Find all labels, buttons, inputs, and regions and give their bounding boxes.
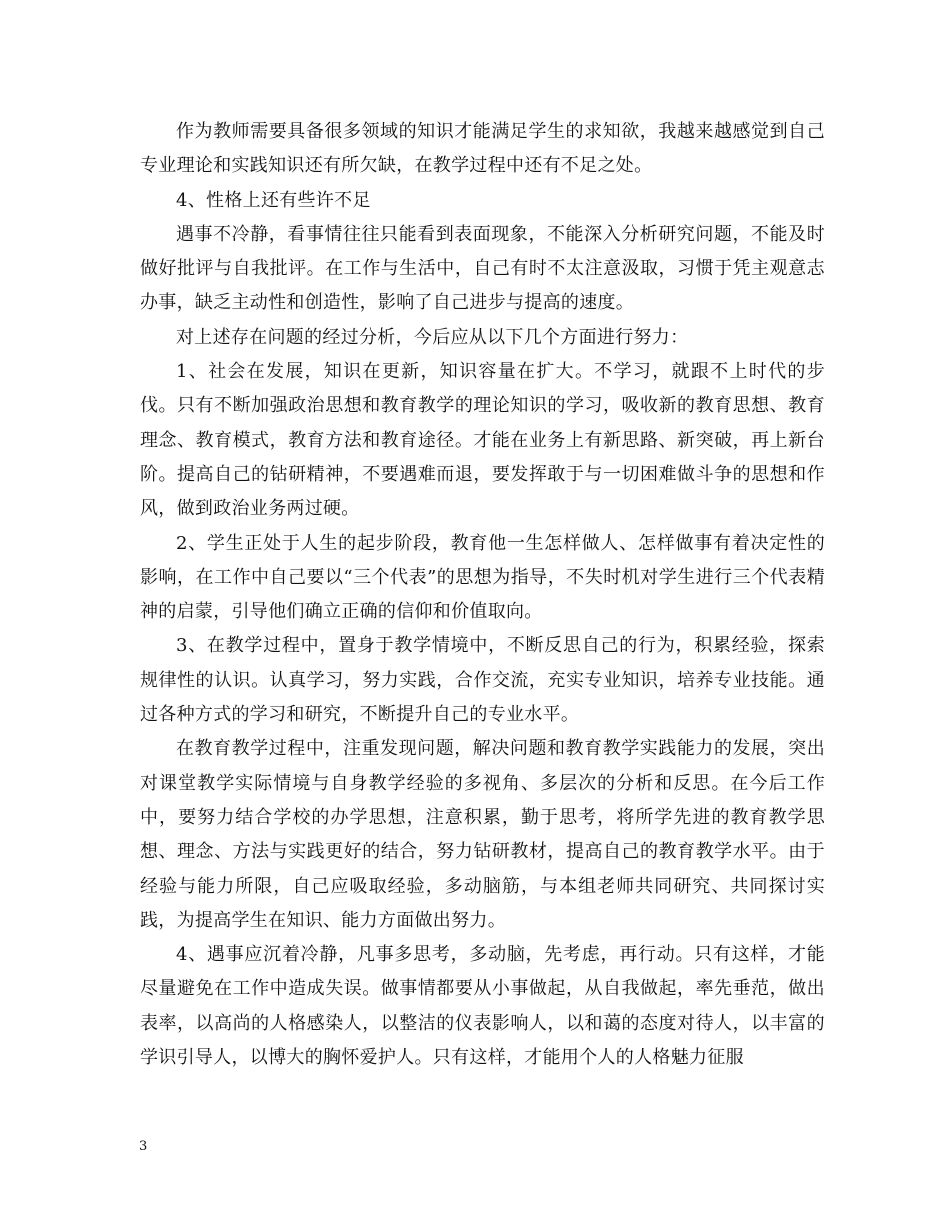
paragraph-teaching-practice: 在教育教学过程中，注重发现问题，解决问题和教育教学实践能力的发展，突出对课堂教学实际情境与自身教学经验的多视角、多层次的分析和反思。在今后工作中，要努力结合学校的办学思想，注意积累，勤于思考，将所学先进的教育教学思想、理念、方法与实践更好的结合，努力钻研教材，提高自己的教育教学水平。由于经验与能力所限，自己应吸取经验，多动脑筋，与本组老师共同研究、共同探讨实践，为提高学生在知识、能力方面做出努力。 bbox=[140, 738, 825, 931]
paragraph-personality-detail: 遇事不冷静，看事情往往只能看到表面现象，不能深入分析研究问题，不能及时做好批评与自我批评。在工作与生活中，自己有时不太注意汲取，习惯于凭主观意志办事，缺乏主动性和创造性，影响了自己进步与提高的速度。 bbox=[140, 223, 825, 314]
paragraph-improvement-3: 3、在教学过程中，置身于教学情境中，不断反思自己的行为，积累经验，探索规律性的认识。认真学习，努力实践，合作交流，充实专业知识，培养专业技能。通过各种方式的学习和研究，不断提升自己的专业水平。 bbox=[140, 635, 825, 726]
paragraph-improvement-4: 4、遇事应沉着冷静，凡事多思考，多动脑，先考虑，再行动。只有这样，才能尽量避免在工作中造成失误。做事情都要从小事做起，从自我做起，率先垂范，做出表率，以高尚的人格感染人，以整洁的仪表影响人，以和蔼的态度对待人，以丰富的学识引导人，以博大的胸怀爱护人。只有这样，才能用个人的人格魅力征服 bbox=[140, 944, 825, 1069]
paragraph-knowledge-shortcoming: 作为教师需要具备很多领域的知识才能满足学生的求知欲，我越来越感觉到自己专业理论和实践知识还有所欠缺，在教学过程中还有不足之处。 bbox=[140, 121, 825, 177]
paragraph-improvement-2: 2、学生正处于人生的起步阶段，教育他一生怎样做人、怎样做事有着决定性的影响，在工作中自己要以“三个代表”的思想为指导，不失时机对学生进行三个代表精神的启蒙，引导他们确立正确的信仰和价值取向。 bbox=[140, 532, 825, 623]
page-number: 3 bbox=[139, 1139, 148, 1154]
paragraph-improvement-intro: 对上述存在问题的经过分析，今后应从以下几个方面进行努力： bbox=[176, 326, 689, 348]
paragraph-heading-personality: 4、性格上还有些许不足 bbox=[176, 189, 371, 211]
document-body bbox=[140, 115, 825, 1075]
paragraph-improvement-1: 1、社会在发展，知识在更新，知识容量在扩大。不学习，就跟不上时代的步伐。只有不断加强政治思想和教育教学的理论知识的学习，吸收新的教育思想、教育理念、教育模式，教育方法和教育途径。才能在业务上有新思路、新突破，再上新台阶。提高自己的钻研精神，不要遇难而退，要发挥敢于与一切困难做斗争的思想和作风，做到政治业务两过硬。 bbox=[140, 361, 825, 520]
